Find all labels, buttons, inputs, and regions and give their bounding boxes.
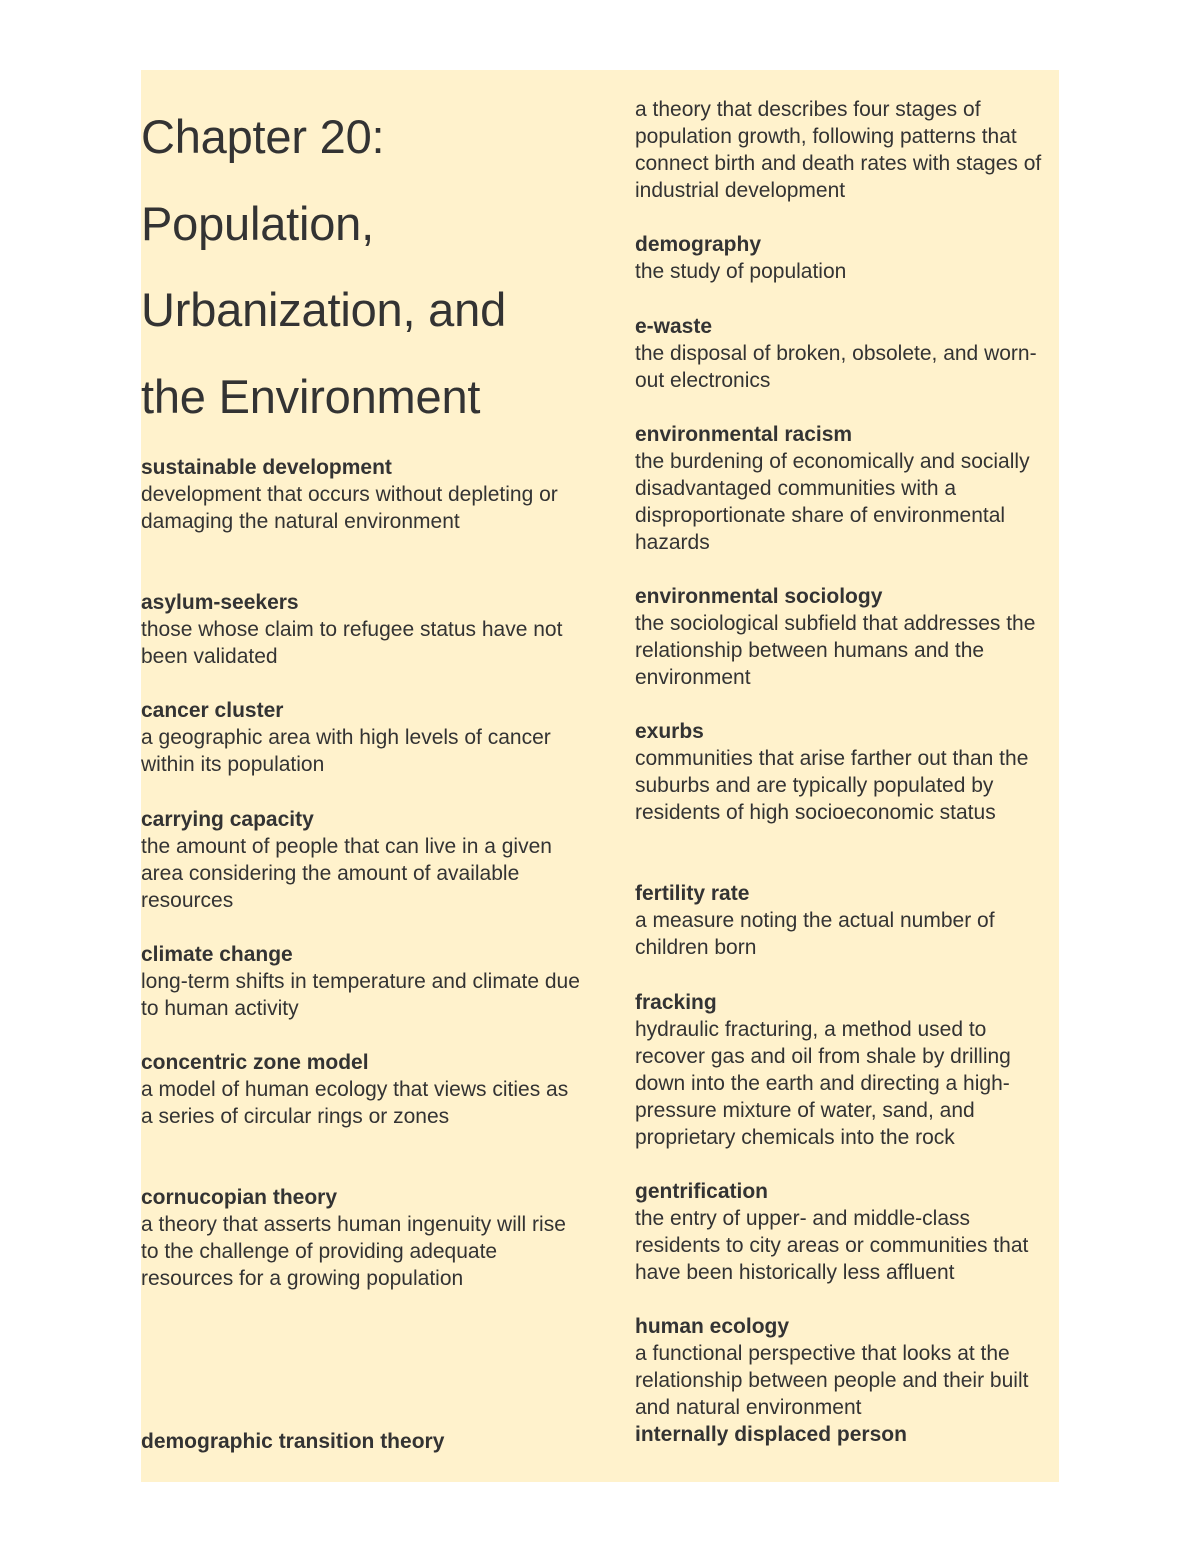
glossary-entry: [141, 454, 581, 535]
glossary-term: carrying capacity: [141, 808, 314, 831]
glossary-entry: [141, 1184, 581, 1292]
glossary-entry: [635, 1313, 1059, 1448]
glossary-term: cornucopian theory: [141, 1186, 338, 1209]
title-line: Urbanization, and: [141, 283, 507, 336]
glossary-definition: hydraulic fracturing, a method used to recover gas and oil from shale by drilling down into the earth and directing a high-pressure mixture of water, sand, and proprietary chemicals into the rock: [635, 1018, 1011, 1149]
glossary-entry: [635, 718, 1059, 826]
glossary-term: environmental racism: [635, 423, 853, 446]
glossary-term: cancer cluster: [141, 699, 284, 722]
glossary-term: environmental sociology: [635, 585, 883, 608]
glossary-definition: the burdening of economically and socially disadvantaged communities with a disproportionate share of environmental hazards: [635, 450, 1030, 554]
glossary-term: internally displaced person: [635, 1423, 907, 1446]
title-line: Population,: [141, 196, 374, 250]
glossary-term: asylum-seekers: [141, 591, 299, 614]
glossary-term: human ecology: [635, 1315, 790, 1338]
glossary-entry: [635, 231, 1059, 285]
glossary-term: demography: [635, 233, 762, 256]
glossary-definition: a theory that asserts human ingenuity will rise to the challenge of providing adequate resources for a growing population: [141, 1213, 566, 1290]
glossary-term: demographic transition theory: [141, 1430, 445, 1453]
glossary-term: fertility rate: [635, 882, 750, 905]
glossary-term: exurbs: [635, 720, 704, 743]
glossary-entry: [635, 880, 1059, 961]
glossary-entry: [635, 313, 1059, 394]
glossary-definition: the disposal of broken, obsolete, and worn-out electronics: [635, 342, 1037, 392]
glossary-definition: a geographic area with high levels of cancer within its population: [141, 726, 551, 776]
glossary-term: concentric zone model: [141, 1051, 369, 1074]
glossary-definition: a theory that describes four stages of population growth, following patterns that connect birth and death rates with stages of industrial development: [635, 98, 1042, 202]
glossary-term: fracking: [635, 991, 717, 1014]
glossary-term: e-waste: [635, 315, 713, 338]
glossary-entry: [141, 1428, 581, 1455]
glossary-entry: [141, 697, 581, 778]
title-line: Chapter 20:: [141, 110, 385, 163]
glossary-entry: [635, 421, 1059, 556]
glossary-term: gentrification: [635, 1180, 769, 1203]
chapter-title: [141, 94, 506, 440]
glossary-definition: development that occurs without depleting or damaging the natural environment: [141, 483, 558, 533]
glossary-definition: a functional perspective that looks at the relationship between people and their built and natural environment: [635, 1342, 1029, 1419]
glossary-definition: the sociological subfield that addresses the relationship between humans and the environment: [635, 612, 1036, 689]
glossary-definition: long-term shifts in temperature and climate due to human activity: [141, 970, 580, 1020]
glossary-entry: [141, 589, 581, 670]
glossary-definition: communities that arise farther out than the suburbs and are typically populated by residents of high socioeconomic status: [635, 747, 1029, 824]
glossary-term: sustainable development: [141, 456, 392, 479]
glossary-entry: [635, 96, 1059, 204]
glossary-entry: [141, 806, 581, 914]
glossary-entry: [141, 1049, 581, 1130]
glossary-definition: the entry of upper- and middle-class residents to city areas or communities that have been historically less affluent: [635, 1207, 1029, 1284]
document-page: [141, 70, 1059, 1482]
glossary-definition: the amount of people that can live in a given area considering the amount of available resources: [141, 835, 552, 912]
glossary-definition: a model of human ecology that views cities as a series of circular rings or zones: [141, 1078, 569, 1128]
glossary-definition: a measure noting the actual number of children born: [635, 909, 995, 959]
glossary-definition: the study of population: [635, 260, 847, 283]
glossary-entry: [141, 941, 581, 1022]
glossary-entry: [635, 583, 1059, 691]
title-line: the Environment: [141, 369, 481, 423]
glossary-entry: [635, 989, 1059, 1151]
glossary-definition: those whose claim to refugee status have not been validated: [141, 618, 563, 668]
glossary-term: climate change: [141, 943, 293, 966]
glossary-entry: [635, 1178, 1059, 1286]
